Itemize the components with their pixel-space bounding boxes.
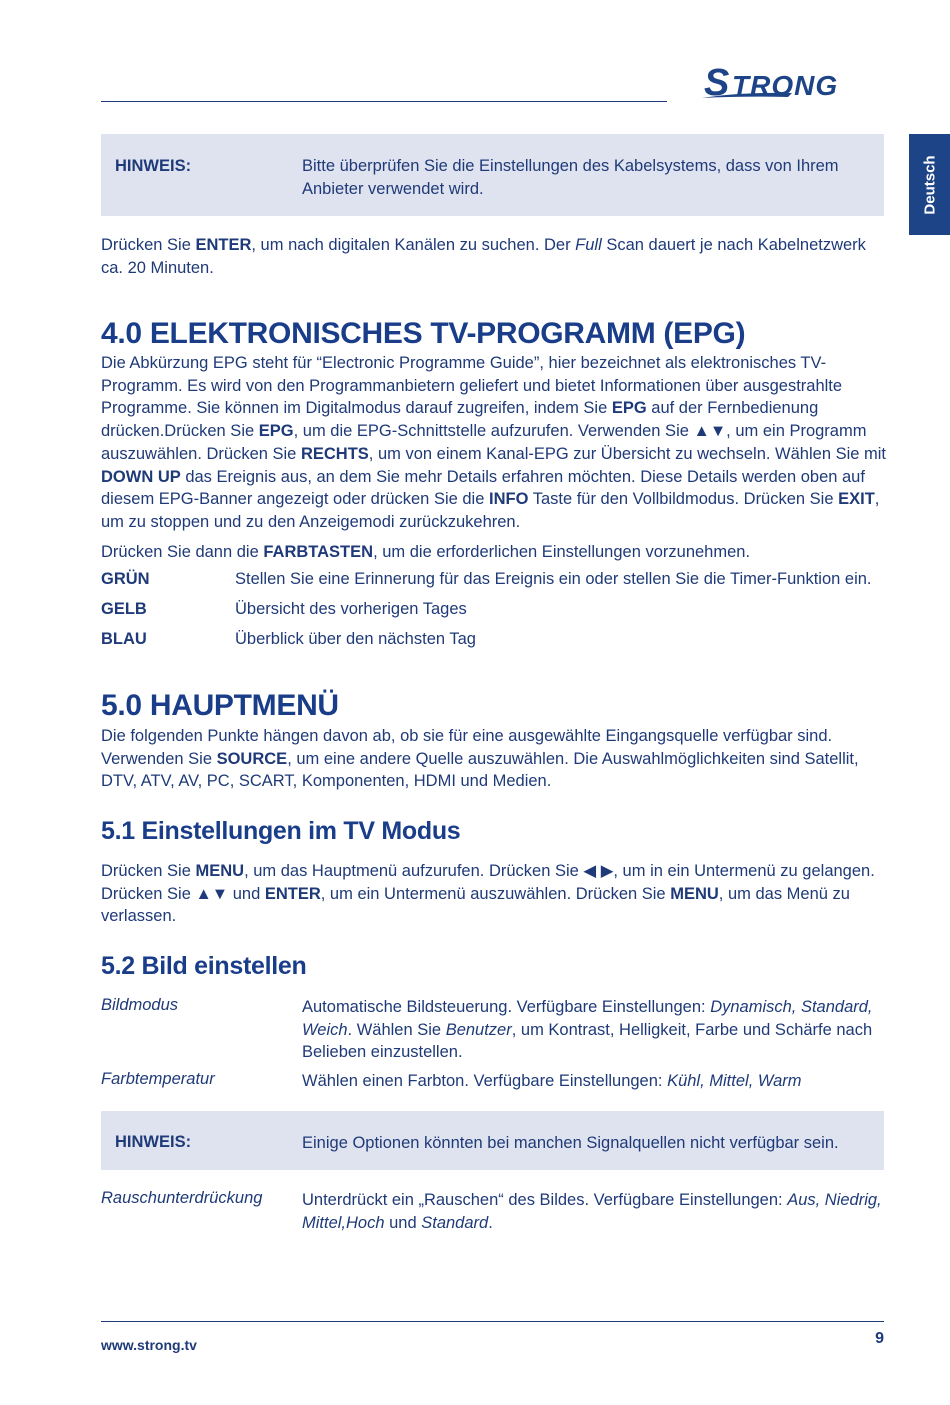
section-title-epg: 4.0 ELEKTRONISCHES TV-PROGRAMM (EPG) <box>101 317 746 350</box>
footer-rule <box>101 1321 884 1322</box>
page-number: 9 <box>875 1330 884 1347</box>
language-tab <box>909 134 950 235</box>
language-tab-label: Deutsch <box>921 154 938 215</box>
hinweis-label: HINWEIS: <box>115 157 192 175</box>
header-rule <box>101 101 667 102</box>
hauptmenu-paragraph: Die folgenden Punkte hängen davon ab, ob sie für eine ausgewählte Eingangsquelle verfügbar sind. Verwenden Sie SOURCE, um eine andere Quelle auszuwählen. Die Auswahlmöglichkeiten sind Satellit, DTV, ATV, AV, PC, SCART, Komponenten, HDMI und Medien. <box>101 727 859 791</box>
section-title-tv-modus: 5.1 Einstellungen im TV Modus <box>101 817 461 845</box>
section-title-hauptmenu: 5.0 HAUPTMENÜ <box>101 689 339 722</box>
footer-url[interactable]: www.strong.tv <box>101 1337 197 1353</box>
strong-logo <box>700 62 882 102</box>
key-desc-gruen: Stellen Sie eine Erinnerung für das Ereignis ein oder stellen Sie die Timer-Funktion ein. <box>235 570 872 588</box>
param-desc-bildmodus: Automatische Bildsteuerung. Verfügbare Einstellungen: Dynamisch, Standard, Weich. Wählen Sie Benutzer, um Kontrast, Helligkeit, Farbe und Schärfe nach Belieben einzustellen. <box>302 998 873 1062</box>
hinweis-text: Einige Optionen könnten bei manchen Signalquellen nicht verfügbar sein. <box>302 1134 839 1152</box>
param-label-bildmodus: Bildmodus <box>101 996 179 1014</box>
section-title-bild: 5.2 Bild einstellen <box>101 952 307 980</box>
hinweis-text: Bitte überprüfen Sie die Einstellungen des Kabelsystems, dass von Ihrem Anbieter verwendet wird. <box>302 157 839 198</box>
tv-modus-paragraph: Drücken Sie MENU, um das Hauptmenü aufzurufen. Drücken Sie ◀ ▶, um in ein Untermenü zu gelangen. Drücken Sie ▲▼ und ENTER, um ein Untermenü auszuwählen. Drücken Sie MENU, um das Menü zu verlassen. <box>101 862 875 926</box>
logo-letter-s: S <box>704 62 730 102</box>
epg-paragraph: Die Abkürzung EPG steht für “Electronic Programme Guide”, hier bezeichnet als elektronisches TV-Programm. Es wird von den Programmanbietern geliefert und bietet Informationen über ausgestrahlte Programme. Sie können im Digitalmodus darauf zugreifen, indem Sie EPG auf der Fernbedienung drücken.Drücken Sie EPG, um die EPG-Schnittstelle aufzurufen. Verwenden Sie ▲▼, um ein Programm auszuwählen. Drücken Sie RECHTS, um von einem Kanal-EPG zur Übersicht zu wechseln. Wählen Sie mit DOWN UP das Ereignis aus, an dem Sie mehr Details erfahren möchten. Diese Details werden oben auf diesem EPG-Banner angezeigt oder drücken Sie die INFO Taste für den Vollbildmodus. Drücken Sie EXIT, um zu stoppen und zu den Anzeigemodi zurückzukehren. <box>101 354 887 531</box>
param-desc-rauschunterdrueckung: Unterdrückt ein „Rauschen“ des Bildes. Verfügbare Einstellungen: Aus, Niedrig, Mittel,Hoch und Standard. <box>302 1191 882 1232</box>
hinweis-box-cable <box>101 134 884 216</box>
key-label-gelb: GELB <box>101 600 147 618</box>
key-label-blau: BLAU <box>101 630 147 648</box>
key-desc-gelb: Übersicht des vorherigen Tages <box>235 600 467 618</box>
farbtasten-paragraph: Drücken Sie dann die FARBTASTEN, um die erforderlichen Einstellungen vorzunehmen. <box>101 543 751 561</box>
param-label-rauschunterdrueckung: Rauschunterdrückung <box>101 1189 263 1207</box>
key-enter: ENTER <box>195 236 252 254</box>
key-label-gruen: GRÜN <box>101 570 150 588</box>
param-label-farbtemperatur: Farbtemperatur <box>101 1070 215 1088</box>
up-down-arrows-icon: ▲▼ <box>195 884 229 903</box>
logo-letters-rest: TRONG <box>732 70 839 101</box>
left-right-arrows-icon: ◀ ▶ <box>583 862 614 880</box>
strong-logo-graphic <box>700 62 882 102</box>
hinweis-label: HINWEIS: <box>115 1133 192 1151</box>
param-desc-farbtemperatur: Wählen einen Farbton. Verfügbare Einstellungen: Kühl, Mittel, Warm <box>302 1072 802 1090</box>
hinweis-box-signal <box>101 1111 884 1170</box>
intro-paragraph: Drücken Sie ENTER, um nach digitalen Kanälen zu suchen. Der Full Scan dauert je nach Kabelnetzwerk ca. 20 Minuten. <box>101 236 866 277</box>
up-down-arrows-icon: ▲▼ <box>693 422 727 441</box>
key-desc-blau: Überblick über den nächsten Tag <box>235 630 476 648</box>
